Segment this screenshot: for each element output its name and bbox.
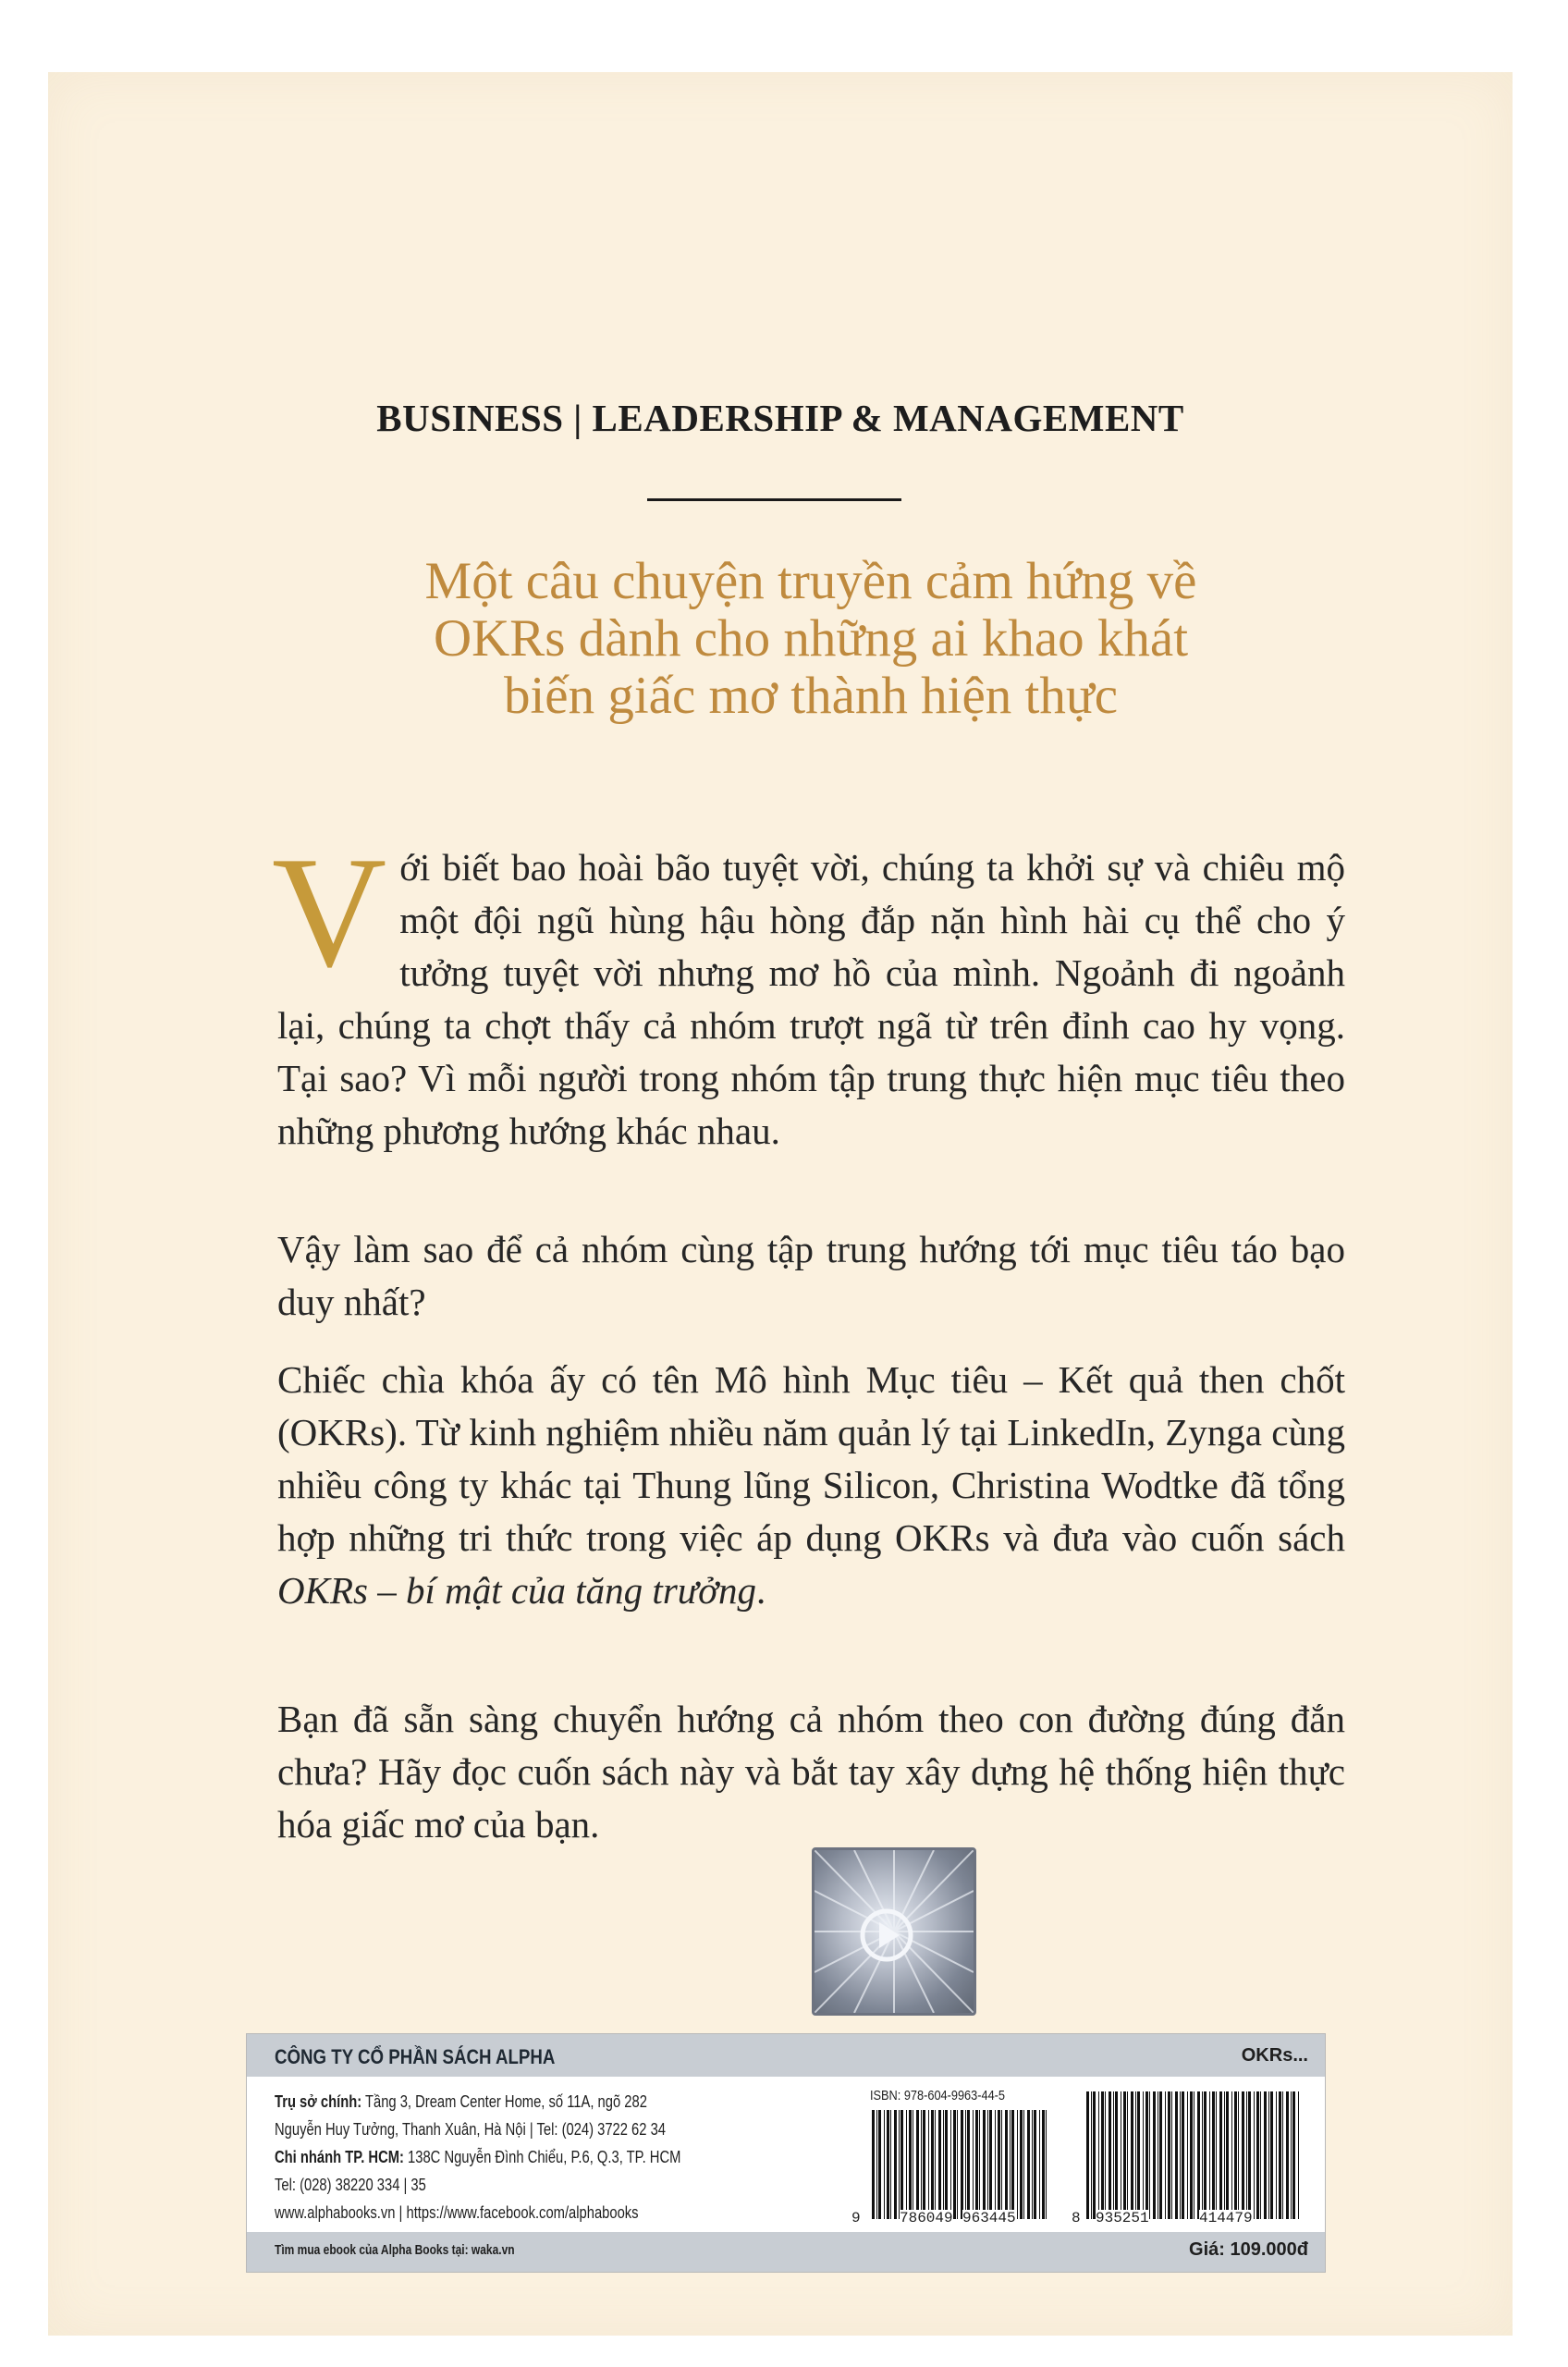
- barcode-stripe: [1105, 2091, 1106, 2219]
- barcode-stripe: [987, 2110, 988, 2219]
- barcode-stripe: [1238, 2091, 1239, 2219]
- barcode-stripe: [1209, 2091, 1210, 2219]
- product-digit-left: 935251: [1096, 2210, 1149, 2226]
- tagline-line-2: OKRs dành cho những ai khao khát: [433, 609, 1189, 668]
- barcode-stripe: [953, 2110, 956, 2219]
- barcode-stripe: [1135, 2091, 1136, 2219]
- barcode-stripe: [965, 2110, 966, 2219]
- barcode-stripe: [1234, 2091, 1237, 2219]
- isbn-digit-right: 963445: [962, 2210, 1016, 2226]
- barcode-stripe: [1202, 2091, 1203, 2219]
- blurb-paragraph-1: [272, 825, 1345, 1158]
- back-cover: [48, 72, 1513, 2336]
- category-label: BUSINESS | LEADERSHIP & MANAGEMENT: [376, 397, 1184, 439]
- barcode-stripe: [1027, 2110, 1030, 2219]
- barcode-stripe: [983, 2110, 986, 2219]
- barcode-stripe: [1137, 2091, 1140, 2219]
- barcode-stripe: [931, 2110, 934, 2219]
- barcode-stripe: [1204, 2091, 1207, 2219]
- blurb-paragraph-3: [277, 1354, 1345, 1617]
- barcode-stripe: [909, 2110, 912, 2219]
- barcode-stripe: [1042, 2110, 1045, 2219]
- divider-rule: [647, 498, 901, 501]
- hologram-sticker-icon: [812, 1847, 976, 2016]
- barcode-stripe: [1187, 2091, 1188, 2219]
- barcode-stripe: [906, 2110, 907, 2219]
- barcode-stripe: [1279, 2091, 1281, 2219]
- barcode-stripe: [1127, 2091, 1128, 2219]
- barcode-stripe: [1180, 2091, 1181, 2219]
- tagline: [279, 553, 1342, 725]
- product-barcode: [1084, 2091, 1305, 2219]
- isbn-label: ISBN: 978-604-9963-44-5: [870, 2088, 1006, 2103]
- hq-address-2: Nguyễn Huy Tưởng, Thanh Xuân, Hà Nội | Tel: (024) 3722 62 34: [275, 2120, 667, 2139]
- barcode-stripe: [973, 2110, 974, 2219]
- barcode-stripe: [1282, 2091, 1283, 2219]
- barcode-stripe: [900, 2110, 903, 2219]
- barcode-stripe: [943, 2110, 944, 2219]
- barcode-stripe: [998, 2110, 1000, 2219]
- barcode-stripe: [916, 2110, 919, 2219]
- barcode-stripe: [1291, 2091, 1292, 2219]
- barcode-stripe: [957, 2110, 958, 2219]
- barcode-stripe: [1143, 2091, 1144, 2219]
- barcode-stripe: [938, 2110, 941, 2219]
- barcode-stripe: [1286, 2091, 1289, 2219]
- barcode-stripe: [890, 2110, 891, 2219]
- barcode-stripe: [1190, 2091, 1193, 2219]
- branch-tel: Tel: (028) 38220 334 | 35: [275, 2176, 426, 2194]
- book-title: OKRs – bí mật của tăng trưởng: [277, 1569, 757, 1612]
- paragraph-3-end: .: [756, 1569, 766, 1612]
- barcode-stripe: [1086, 2091, 1089, 2219]
- barcode-stripe: [1159, 2091, 1162, 2219]
- barcode-stripe: [1153, 2091, 1156, 2219]
- barcode-stripe: [1101, 2091, 1104, 2219]
- barcode-stripe: [1011, 2110, 1014, 2219]
- barcode-stripe: [1168, 2091, 1170, 2219]
- barcode-stripe: [1182, 2091, 1184, 2219]
- barcode-stripe: [887, 2110, 889, 2219]
- barcode-stripe: [1093, 2091, 1096, 2219]
- barcode-stripe: [1046, 2110, 1047, 2219]
- isbn-digit-lead: 9: [851, 2210, 861, 2226]
- isbn-digit-left: 786049: [900, 2210, 953, 2226]
- barcode-stripe: [1260, 2091, 1261, 2219]
- publisher-address: [275, 2088, 680, 2226]
- blurb-paragraph-4: Bạn đã sẵn sàng chuyển hướng cả nhóm theo con đường đúng đắn chưa? Hãy đọc cuốn sách này và bắt tay xây dựng hệ thống hiện thực hóa giấc mơ của bạn.: [277, 1698, 1345, 1846]
- barcode-stripe: [1292, 2091, 1295, 2219]
- barcode-stripe: [1171, 2091, 1172, 2219]
- barcode-stripe: [1231, 2091, 1232, 2219]
- barcode-stripe: [1149, 2091, 1150, 2219]
- product-digit-lead: 8: [1072, 2210, 1081, 2226]
- barcode-stripe: [1197, 2091, 1200, 2219]
- tagline-line-1: Một câu chuyện truyền cảm hứng về: [424, 552, 1197, 610]
- barcode-stripe: [1226, 2091, 1229, 2219]
- barcode-stripe: [1039, 2110, 1040, 2219]
- barcode-stripe: [884, 2110, 885, 2219]
- barcode-stripe: [872, 2110, 875, 2219]
- barcode-stripe: [995, 2110, 996, 2219]
- publisher-imprint-box: [246, 2033, 1326, 2273]
- barcode-stripe: [1098, 2091, 1099, 2219]
- barcode-stripe: [1270, 2091, 1273, 2219]
- barcode-stripe: [975, 2110, 978, 2219]
- product-digit-right: 414479: [1199, 2210, 1253, 2226]
- barcode-stripe: [961, 2110, 963, 2219]
- barcode-stripe: [1005, 2110, 1008, 2219]
- barcode-stripe: [1298, 2091, 1299, 2219]
- barcode-stripe: [894, 2110, 897, 2219]
- isbn-barcode: [870, 2110, 1051, 2219]
- barcode-stripe: [1109, 2091, 1111, 2219]
- barcode-stripe: [1145, 2091, 1148, 2219]
- barcode-stripe: [1115, 2091, 1118, 2219]
- paragraph-1-text: ới biết bao hoài bão tuyệt vời, chúng ta khởi sự và chiêu mộ một đội ngũ hùng hậu hòng đắp nặn hình hài cụ thể cho ý tưởng tuyệt vời nhưng mơ hồ của mình. Ngoảnh đi ngoảnh lại, chúng ta chợt thấy cả nhóm trượt ngã từ trên đỉnh cao hy vọng. Tại sao? Vì mỗi người trong nhóm tập trung thực hiện mục tiêu theo những phương hướng khác nhau.: [277, 846, 1345, 1152]
- barcode-stripe: [1001, 2110, 1002, 2219]
- barcode-stripe: [1032, 2110, 1033, 2219]
- barcode-stripe: [1224, 2091, 1225, 2219]
- barcode-stripe: [878, 2110, 881, 2219]
- barcode-stripe: [1091, 2091, 1092, 2219]
- barcode-stripe: [1276, 2091, 1277, 2219]
- barcode-stripe: [1264, 2091, 1267, 2219]
- barcode-stripe: [967, 2110, 970, 2219]
- barcode-stripe: [1034, 2110, 1036, 2219]
- series-label: OKRs...: [1241, 2045, 1308, 2066]
- barcode-stripe: [1123, 2091, 1126, 2219]
- barcode-stripe: [923, 2110, 925, 2219]
- hq-address: Tầng 3, Dream Center Home, số 11A, ngõ 282: [361, 2092, 647, 2111]
- barcode-stripe: [899, 2110, 900, 2219]
- barcode-stripe: [1010, 2110, 1011, 2219]
- barcode-stripe: [1219, 2091, 1222, 2219]
- barcode-stripe: [1242, 2091, 1244, 2219]
- barcode-stripe: [1246, 2091, 1247, 2219]
- barcode-stripe: [979, 2110, 980, 2219]
- barcode-stripe: [1216, 2091, 1217, 2219]
- barcode-stripe: [1131, 2091, 1133, 2219]
- publisher-name: CÔNG TY CỔ PHẦN SÁCH ALPHA: [275, 2045, 556, 2068]
- barcode-stripe: [1165, 2091, 1166, 2219]
- barcode-stripe: [1212, 2091, 1215, 2219]
- barcode-stripe: [1254, 2091, 1255, 2219]
- barcode-stripe: [950, 2110, 951, 2219]
- barcode-stripe: [928, 2110, 929, 2219]
- tagline-line-3: biến giấc mơ thành hiện thực: [503, 667, 1119, 725]
- hq-label: Trụ sở chính:: [275, 2092, 362, 2111]
- barcode-stripe: [876, 2110, 877, 2219]
- blurb-paragraph-2: Vậy làm sao để cả nhóm cùng tập trung hướng tới mục tiêu táo bạo duy nhất?: [277, 1228, 1345, 1323]
- barcode-stripe: [1268, 2091, 1269, 2219]
- barcode-stripe: [1175, 2091, 1178, 2219]
- barcode-stripe: [989, 2110, 992, 2219]
- barcode-stripe: [921, 2110, 922, 2219]
- paragraph-3-text: Chiếc chìa khóa ấy có tên Mô hình Mục tiêu – Kết quả then chốt (OKRs). Từ kinh nghiệm nhiều năm quản lý tại LinkedIn, Zynga cùng nhiều công ty khác tại Thung lũng Silicon, Christina Wodtke đã tổng hợp những tri thức trong việc áp dụng OKRs và đưa vào cuốn sách: [277, 1358, 1345, 1559]
- branch-address: 138C Nguyễn Đình Chiểu, P.6, Q.3, TP. HCM: [403, 2148, 681, 2166]
- barcode-stripe: [1017, 2110, 1018, 2219]
- price-label: Giá: 109.000đ: [1189, 2239, 1308, 2260]
- publisher-web: www.alphabooks.vn | https://www.facebook.com/alphabooks: [275, 2203, 639, 2222]
- drop-cap: V: [272, 825, 387, 1000]
- branch-label: Chi nhánh TP. HCM:: [275, 2148, 404, 2166]
- barcode-stripe: [1113, 2091, 1114, 2219]
- barcode-stripe: [1023, 2110, 1024, 2219]
- ebook-note: Tìm mua ebook của Alpha Books tại: waka.vn: [275, 2242, 515, 2258]
- barcode-stripe: [945, 2110, 948, 2219]
- barcode-stripe: [1020, 2110, 1023, 2219]
- barcode-stripe: [935, 2110, 936, 2219]
- barcode-stripe: [1256, 2091, 1259, 2219]
- barcode-stripe: [1248, 2091, 1251, 2219]
